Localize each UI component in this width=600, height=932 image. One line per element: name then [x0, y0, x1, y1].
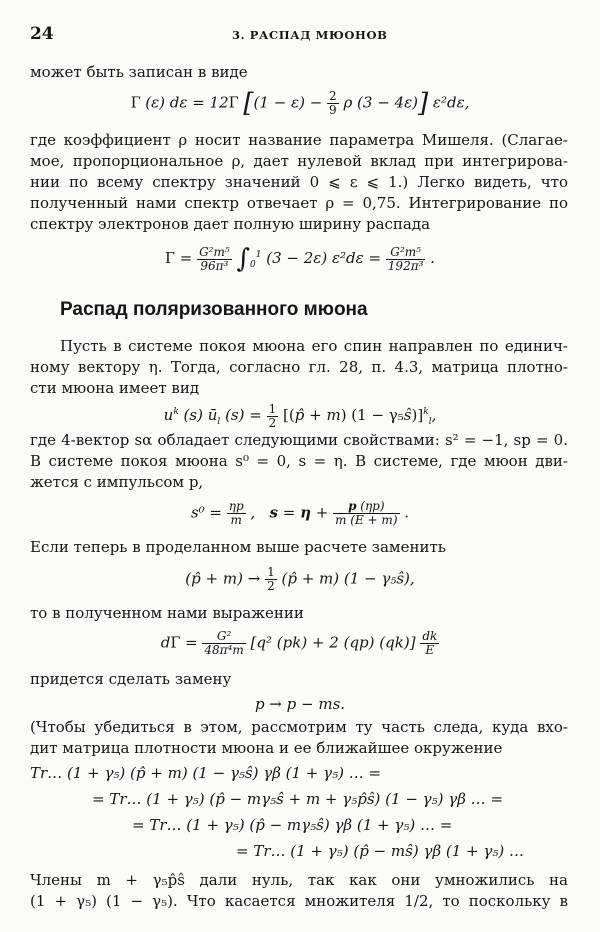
text-line: полученный нами спектр отвечает ρ = 0,75. Интегрирование по — [30, 194, 568, 212]
equation-width-differential: dГ = $\frac{\text{G²}}{\text{48π⁴m}}$ [q² (pk) + 2 (qp) (qk)] $\frac{dk}{E}$ — [160, 629, 438, 657]
text-line: ному вектору η. Тогда, согласно гл. 28, п. 4.3, матрица плотно- — [30, 358, 568, 376]
text-line: придется сделать замену — [30, 670, 232, 688]
text-line: где 4-вектор sα обладает следующими свойствами: s² = −1, sp = 0. — [30, 431, 568, 449]
equation-spin-vector: s⁰ = $\frac{\eta p}{m}$ , s = η + $\frac{p (\eta p)}{m (E + m)}$ . — [190, 499, 410, 527]
section-heading: Распад поляризованного мюона — [60, 299, 368, 320]
text-line: дит матрица плотности мюона и ее ближайшее окружение — [30, 739, 503, 757]
text-line: где коэффициент ρ носит название параметра Мишеля. (Слагае- — [30, 131, 568, 149]
equation-total-width: Г = $\frac{\text{G²m⁵}}{\text{96π³}}$ $\int_0^1$ (3 − 2ε) ε²dε = $\frac{\text{G²m⁵}}{\text{192π³}}$ . — [165, 244, 435, 274]
text-line: нии по всему спектру значений 0 ⩽ ε ⩽ 1.) Легко видеть, что — [30, 173, 568, 191]
equation-trace-line-3: = Tr… (1 + γ₅) (p̂ − mγ₅ŝ) γβ (1 + γ₅) … = — [132, 816, 453, 834]
equation-trace-line-2: = Tr… (1 + γ₅) (p̂ − mγ₅ŝ + m + γ₅p̂ŝ) (1 − γ₅) γβ … = — [92, 790, 504, 808]
text-line: Если теперь в проделанном выше расчете заменить — [30, 538, 446, 556]
equation-substitution: p → p − ms. — [254, 695, 346, 713]
text-line: (1 + γ₅) (1 − γ₅). Что касается множителя 1/2, то поскольку в — [30, 892, 568, 910]
page-number: 24 — [30, 24, 54, 44]
equation-michel-spectrum: Г (ε) dε = 12Г [(1 − ε) − $\frac{2}{9}$ ρ (3 − 4ε)] ε²dε, — [130, 88, 470, 119]
running-header: 3. РАСПАД МЮОНОВ — [232, 28, 388, 42]
text-line: жется с импульсом p, — [30, 473, 204, 491]
text-line: Пусть в системе покоя мюона его спин направлен по единич- — [60, 337, 568, 355]
equation-trace-line-4: = Tr… (1 + γ₅) (p̂ − mŝ) γβ (1 + γ₅) … — [236, 842, 524, 860]
text-line: (Чтобы убедиться в этом, рассмотрим ту часть следа, куда вхо- — [30, 718, 568, 736]
text-line: Члены m + γ₅p̂ŝ дали нуль, так как они умножились на — [30, 871, 568, 889]
text-line: может быть записан в виде — [30, 63, 248, 81]
text-line: В системе покоя мюона s⁰ = 0, s = η. В системе, где мюон дви- — [30, 452, 568, 470]
equation-replacement: (p̂ + m) → $\frac{1}{2}$ (p̂ + m) (1 − γ₅ŝ), — [185, 565, 415, 593]
text-line: спектру электронов дает полную ширину распада — [30, 215, 431, 233]
text-line: мое, пропорциональное ρ, дает нулевой вклад при интегрирова- — [30, 152, 568, 170]
equation-trace-line-1: Tr… (1 + γ₅) (p̂ + m) (1 − γ₅ŝ) γβ (1 + γ₅) … = — [30, 764, 382, 782]
equation-density-matrix: $u^k$ (s) $ū_l$ (s) = $\frac{1}{2}$ [(p̂ + m) (1 − γ₅ŝ)]$^k_l$, — [163, 401, 437, 430]
text-line: сти мюона имеет вид — [30, 379, 200, 397]
text-line: то в полученном нами выражении — [30, 604, 304, 622]
